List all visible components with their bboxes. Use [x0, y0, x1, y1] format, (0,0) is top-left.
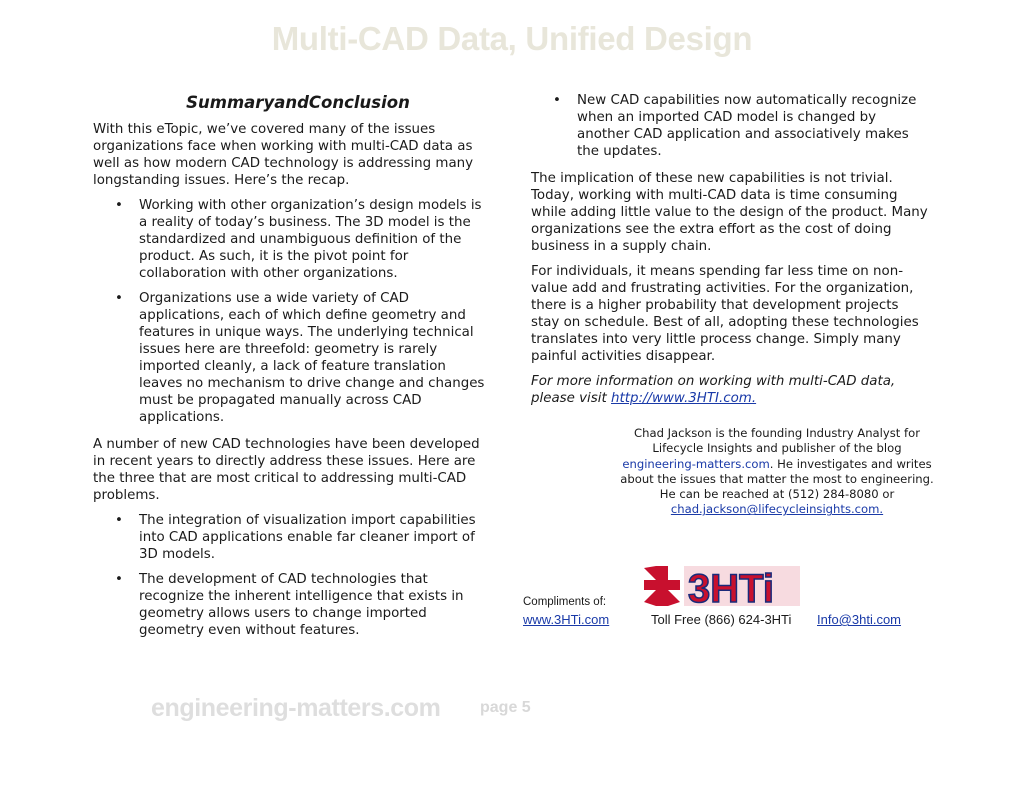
3hti-email-link[interactable]: Info@3hti.com	[817, 612, 902, 627]
implication-paragraph: The implication of these new capabilities is not trivial. Today, working with multi-CAD data is time consuming while adding little value to the design of the product. Many organizations see the extra effort as the cost of doing business in a supply chain.	[531, 171, 928, 254]
3hti-website-link[interactable]: www.3HTi.com	[523, 612, 610, 627]
list-item: • The integration of visualization import capabilities into CAD applications enable far cleaner import of 3D models.	[115, 513, 476, 562]
author-bio: Chad Jackson is the founding Industry Analyst for Lifecycle Insights and publisher of the blog engineering-matters.com. He investigates and writes about the issues that matter the most to engineering. He can be reached at (512) 284-8080 or chad.jackson@lifecycleinsights.com.	[620, 426, 934, 517]
sponsor-contact-line	[523, 612, 933, 630]
technologies-list	[93, 512, 493, 639]
bullet-icon: •	[115, 572, 123, 587]
bullet-icon: •	[553, 93, 561, 108]
bullet-icon: •	[115, 198, 123, 213]
individuals-paragraph: For individuals, it means spending far less time on non-value add and frustrating activities. For the organization, there is a higher probability that development projects stay on schedule. Best of all, adopting these technologies translates into very little process change. Simply many painful activities disappear.	[531, 264, 919, 364]
list-item: • Working with other organization’s design models is a reality of today’s business. The 3D model is the standardized and unambiguous definition of the product. As such, it is the pivot point for collaboration with other organizations.	[115, 198, 482, 281]
toll-free-phone: Toll Free (866) 624-3HTi	[651, 612, 792, 627]
bullet-icon: •	[115, 291, 123, 306]
list-item: • New CAD capabilities now automatically recognize when an imported CAD model is changed by another CAD application and associatively makes the updates.	[553, 93, 917, 159]
page-number: page 5	[480, 699, 531, 716]
logo-emblem-icon	[644, 566, 680, 606]
section-heading: SummaryandConclusion	[186, 93, 410, 112]
list-item: • Organizations use a wide variety of CAD applications, each of which define geometry and features in unique ways. The underlying technical issues here are threefold: geometry is rarely imported cleanly, a lack of feature translation leaves no mechanism to drive change and changes must be propagated manually across CAD applications.	[115, 291, 485, 425]
right-column	[531, 92, 931, 415]
page-title: Multi-CAD Data, Unified Design	[271, 20, 753, 57]
intro-paragraph: With this eTopic, we’ve covered many of the issues organizations face when working with multi-CAD data as well as how modern CAD technology is addressing many longstanding issues. Here’s the recap.	[93, 122, 474, 188]
more-info-paragraph: For more information on working with multi-CAD data, please visit http://www.3HTI.com.	[531, 374, 896, 406]
3hti-logo	[642, 562, 802, 610]
compliments-label: Compliments of:	[523, 596, 607, 608]
blog-link[interactable]: engineering-matters.com	[622, 456, 770, 471]
bullet-icon: •	[115, 513, 123, 528]
logo-wordmark: 3HTi	[688, 567, 774, 610]
recap-list	[93, 197, 493, 426]
technologies-list-continued	[531, 92, 931, 160]
author-email-link[interactable]: chad.jackson@lifecycleinsights.com.	[670, 502, 884, 517]
footer-site: engineering-matters.com	[151, 694, 441, 722]
technologies-paragraph: A number of new CAD technologies have been developed in recent years to directly address these issues. Here are the three that are most critical to addressing multi-CAD problems.	[93, 437, 480, 503]
3hti-link[interactable]: http://www.3HTI.com.	[611, 391, 757, 406]
list-item: • The development of CAD technologies that recognize the inherent intelligence that exists in geometry allows users to change imported geometry even without features.	[115, 572, 464, 638]
left-column	[93, 94, 493, 649]
